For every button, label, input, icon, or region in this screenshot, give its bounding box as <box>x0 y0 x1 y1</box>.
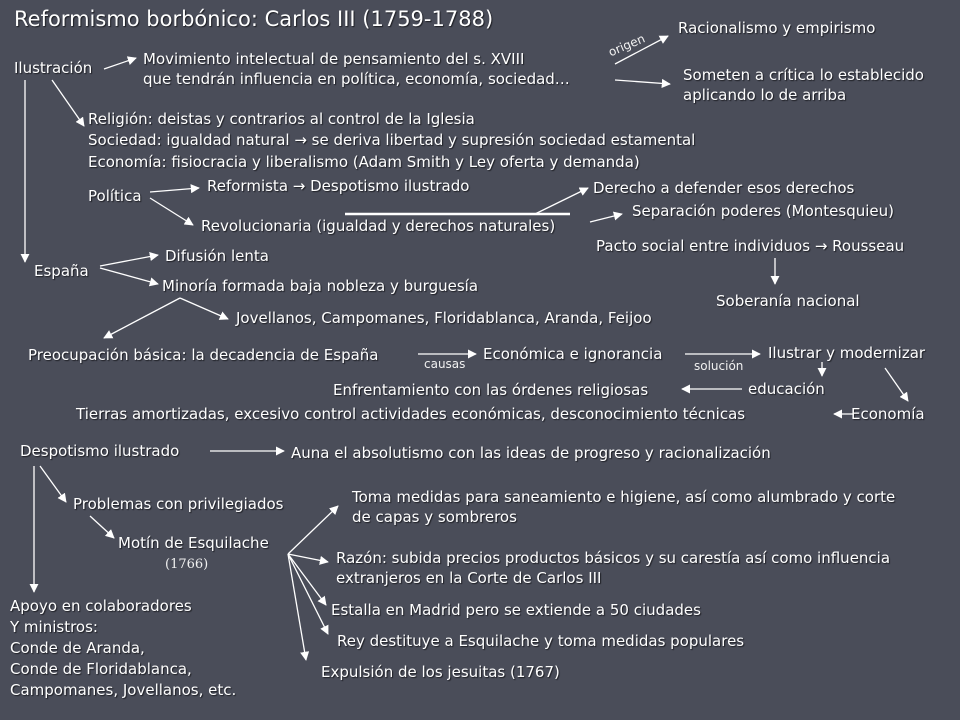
arrow-ilustracion-religion <box>52 80 84 126</box>
node-separacion: Separación poderes (Montesquieu) <box>632 202 894 220</box>
arrow-motin-razon <box>288 554 328 562</box>
node-minoria: Minoría formada baja nobleza y burguesía <box>162 277 479 295</box>
arrow-espana-difusion <box>100 255 158 266</box>
arrow-economia <box>885 368 908 401</box>
label-causas: causas <box>424 357 466 371</box>
node-religion: Religión: deistas y contrarios al control de la Iglesia <box>88 110 475 128</box>
node-sociedad: Sociedad: igualdad natural → se deriva libertad y supresión sociedad estamental <box>88 131 696 149</box>
node-razon: Razón: subida precios productos básicos y su carestía así como influencia extranjeros en la Corte de Carlos III <box>336 549 891 587</box>
node-politica: Política <box>88 187 142 205</box>
page-title: Reformismo borbónico: Carlos III (1759-1788) <box>14 7 494 31</box>
arrow-minoria-preocupacion <box>104 298 180 338</box>
node-destituye: Rey destituye a Esquilache y toma medidas populares <box>337 632 745 650</box>
node-estalla: Estalla en Madrid pero se extiende a 50 ciudades <box>331 601 701 619</box>
arrow-despotismo-problemas <box>40 466 66 502</box>
arrow-ilustracion-definicion <box>104 58 136 69</box>
node-economia-espana: Economía <box>851 405 925 423</box>
arrow-separacion <box>590 214 622 222</box>
node-despotismo-definicion: Auna el absolutismo con las ideas de progreso y racionalización <box>291 444 771 462</box>
node-ilustracion: Ilustración <box>14 59 93 77</box>
arrow-politica-reformista <box>150 188 199 192</box>
arrow-motin-expulsion <box>288 554 306 660</box>
node-critica: Someten a crítica lo establecido aplicando lo de arriba <box>683 66 924 104</box>
node-problemas-economia: Tierras amortizadas, excesivo control actividades económicas, desconocimiento técnicas <box>76 405 746 423</box>
node-problemas-privilegiados: Problemas con privilegiados <box>73 495 284 513</box>
arrow-problemas-motin <box>90 516 114 538</box>
node-ilustrados-espanoles: Jovellanos, Campomanes, Floridablanca, Aranda, Feijoo <box>236 309 652 327</box>
arrow-motin-medidas <box>288 506 338 554</box>
node-soberania: Soberanía nacional <box>716 292 860 310</box>
node-colaboradores: Apoyo en colaboradores Y ministros: Conde de Aranda, Conde de Floridablanca, Campomanes, Jovellanos, etc. <box>10 597 237 699</box>
node-reformista: Reformista → Despotismo ilustrado <box>207 177 470 195</box>
node-causa: Económica e ignorancia <box>483 345 663 363</box>
node-solucion: Ilustrar y modernizar <box>768 344 926 362</box>
node-despotismo: Despotismo ilustrado <box>20 442 180 460</box>
node-pacto: Pacto social entre individuos → Rousseau <box>596 237 905 255</box>
node-expulsion: Expulsión de los jesuitas (1767) <box>321 663 560 681</box>
node-derecho: Derecho a defender esos derechos <box>593 179 855 197</box>
arrow-derecho <box>535 188 588 214</box>
node-espana: España <box>34 262 89 280</box>
node-revolucionaria: Revolucionaria (igualdad y derechos naturales) <box>201 217 556 235</box>
node-educacion: educación <box>748 380 825 398</box>
node-definicion-ilustracion: Movimiento intelectual de pensamiento del s. XVIII que tendrán influencia en política, economía, sociedad… <box>143 50 570 88</box>
arrow-politica-revolucionaria <box>150 198 193 225</box>
arrow-motin-estalla <box>288 554 326 605</box>
node-motin-esquilache: Motín de Esquilache <box>118 534 269 552</box>
arrow-minoria-ilustrados <box>180 298 228 319</box>
arrow-motin-destituye <box>288 554 328 634</box>
label-origen: origen <box>606 31 648 60</box>
label-solucion: solución <box>694 359 744 373</box>
node-motin-year: (1766) <box>165 557 209 572</box>
node-preocupacion: Preocupación básica: la decadencia de España <box>28 346 379 364</box>
node-racionalismo: Racionalismo y empirismo <box>678 19 876 37</box>
node-difusion: Difusión lenta <box>165 247 269 265</box>
arrow-critica <box>615 80 670 84</box>
arrow-espana-minoria <box>100 268 158 284</box>
node-enfrentamiento: Enfrentamiento con las órdenes religiosas <box>333 381 649 399</box>
node-medidas: Toma medidas para saneamiento e higiene, así como alumbrado y corte de capas y sombreros <box>352 488 896 526</box>
node-economia-ilustracion: Economía: fisiocracia y liberalismo (Adam Smith y Ley oferta y demanda) <box>88 153 640 171</box>
